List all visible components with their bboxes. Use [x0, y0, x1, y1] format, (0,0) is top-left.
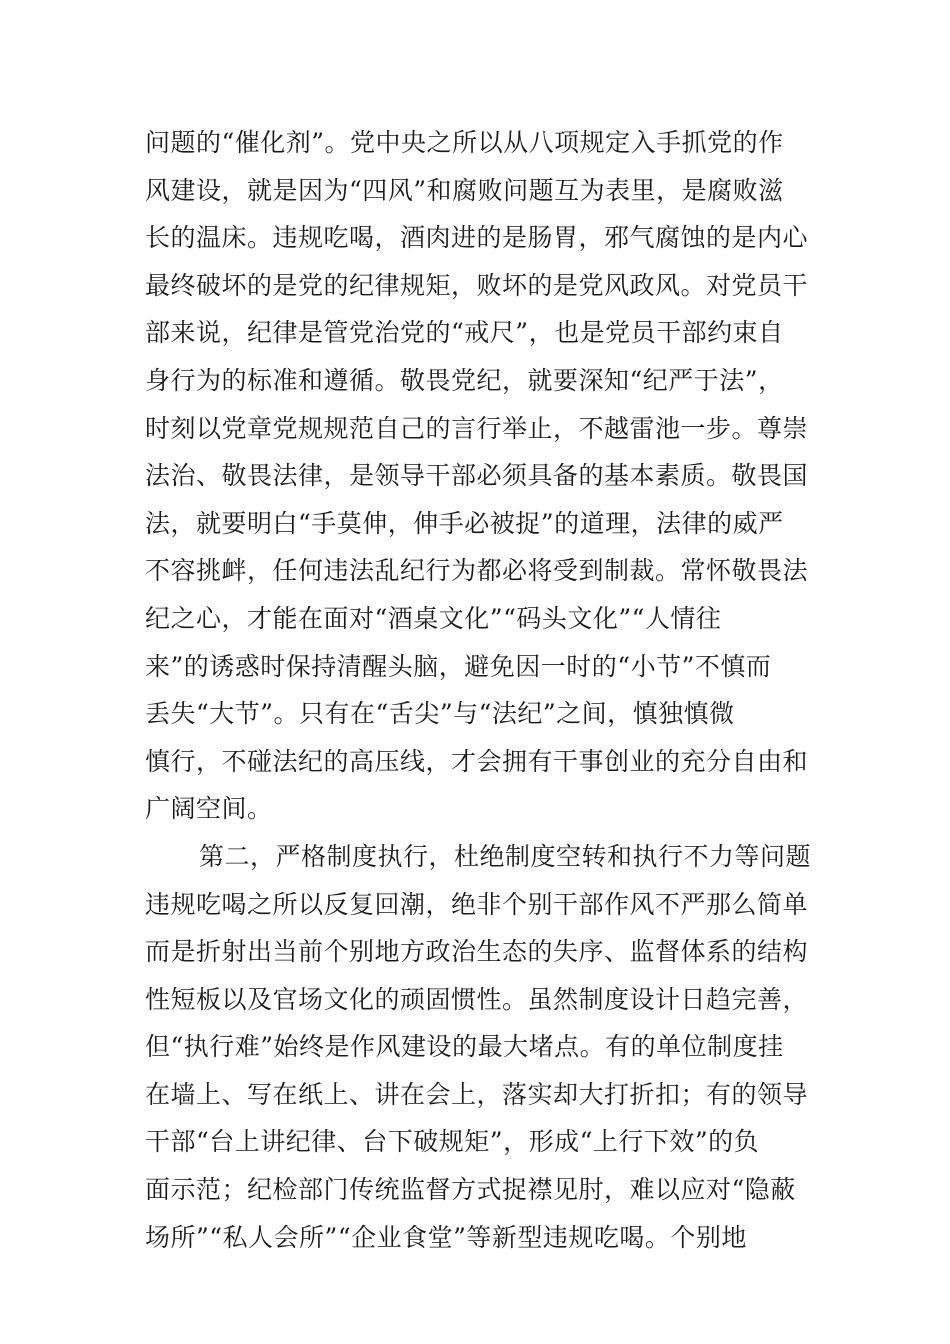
text-line: 部来说，纪律是管党治党的“戒尺”，也是党员干部约束自 — [145, 318, 784, 348]
text-line: 在墙上、写在纸上、讲在会上，落实却大打折扣；有的领导 — [145, 1079, 809, 1109]
text-line: 时刻以党章党规规范自己的言行举止，不越雷池一步。尊崇 — [145, 413, 809, 443]
text-line: 但“执行难”始终是作风建设的最大堵点。有的单位制度挂 — [145, 1032, 784, 1062]
text-line: 丢失“大节”。只有在“舌尖”与“法纪”之间，慎独慎微 — [145, 699, 735, 729]
text-line: 法治、敬畏法律，是领导干部必须具备的基本素质。敬畏国 — [145, 461, 809, 491]
text-line: 场所”“私人会所”“企业食堂”等新型违规吃喝。个别地 — [145, 1222, 747, 1252]
text-line: 慎行，不碰法纪的高压线，才会拥有干事创业的充分自由和 — [145, 746, 809, 776]
text-line: 性短板以及官场文化的顽固惯性。虽然制度设计日趋完善， — [145, 984, 809, 1014]
text-line: 长的温床。违规吃喝，酒肉进的是肠胃，邪气腐蚀的是内心 — [145, 223, 809, 253]
text-line: 法，就要明白“手莫伸，伸手必被捉”的道理，法律的威严 — [145, 508, 784, 538]
text-line: 问题的“催化剂”。党中央之所以从八项规定入手抓党的作 — [145, 128, 784, 157]
text-line: 违规吃喝之所以反复回潮，绝非个别干部作风不严那么简单 — [145, 889, 809, 919]
body-text — [145, 119, 810, 1261]
paragraph-first-line: 第二，严格制度执行，杜绝制度空转和执行不力等问题 — [199, 841, 812, 871]
text-line: 广阔空间。 — [145, 794, 273, 824]
text-line: 纪之心，才能在面对“酒桌文化”“码头文化”“人情往 — [145, 603, 722, 633]
text-line: 而是折射出当前个别地方政治生态的失序、监督体系的结构 — [145, 937, 809, 967]
text-line: 面示范；纪检部门传统监督方式捉襟见肘，难以应对“隐蔽 — [145, 1175, 796, 1205]
text-line: 最终破坏的是党的纪律规矩，败坏的是党风政风。对党员干 — [145, 270, 809, 300]
text-line: 风建设，就是因为“四风”和腐败问题互为表里，是腐败滋 — [145, 175, 784, 205]
text-line: 不容挑衅，任何违法乱纪行为都必将受到制裁。常怀敬畏法 — [145, 556, 809, 586]
text-line: 来”的诱惑时保持清醒头脑，避免因一时的“小节”不慎而 — [145, 651, 772, 681]
text-line: 身行为的标准和遵循。敬畏党纪，就要深知“纪严于法”， — [145, 365, 784, 395]
text-line: 干部“台上讲纪律、台下破规矩”，形成“上行下效”的负 — [145, 1127, 760, 1157]
